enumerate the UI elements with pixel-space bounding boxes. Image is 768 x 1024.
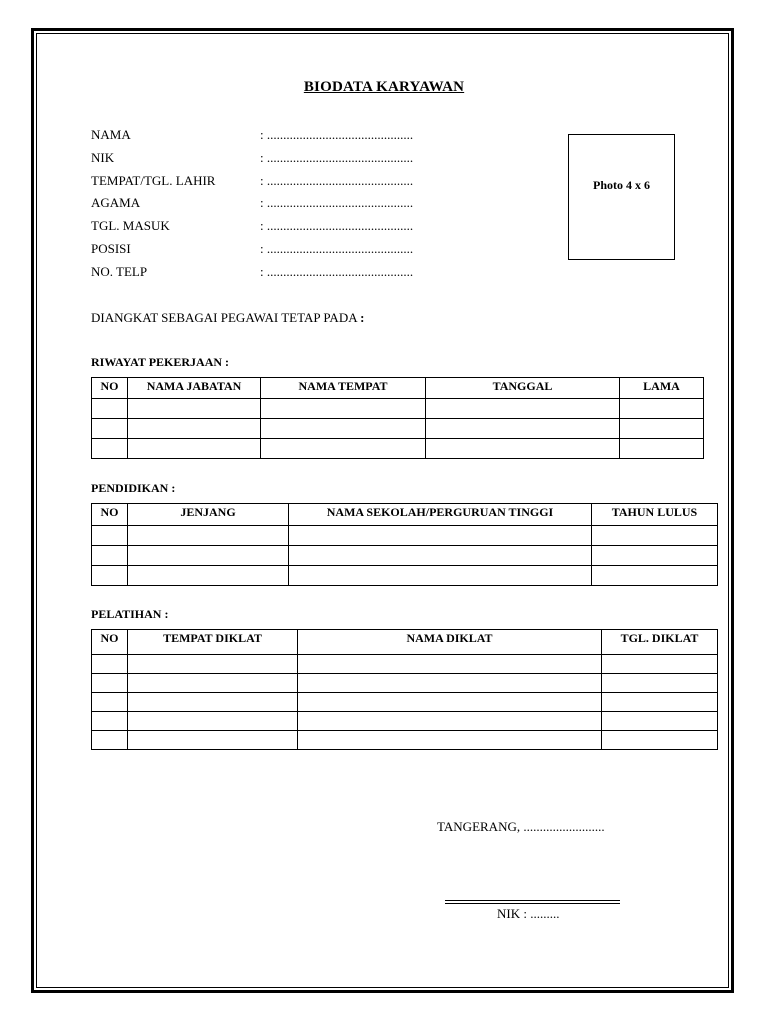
table-cell[interactable] [261,419,426,439]
appointment-line [91,310,364,326]
field-label-no-telp: NO. TELP [91,264,148,279]
table-cell[interactable] [298,655,602,674]
table-row [92,546,718,566]
table-cell[interactable] [298,731,602,750]
table-cell[interactable] [261,439,426,459]
field-value-tgl-masuk: : ............................................. [260,218,414,233]
education-title: PENDIDIKAN : [91,481,176,495]
table-row [92,731,718,750]
training-table [91,629,718,750]
photo-label: Photo 4 x 6 [593,177,650,192]
table-cell[interactable] [92,546,128,566]
table-cell[interactable] [92,399,128,419]
table-cell[interactable] [592,566,718,586]
table-cell[interactable] [426,399,620,419]
field-value-posisi: : ............................................. [260,241,414,256]
table-cell[interactable] [92,693,128,712]
education-table [91,503,718,586]
field-value-nama: : ............................................. [260,127,414,142]
table-cell[interactable] [426,419,620,439]
column-header: TAHUN LULUS [592,504,718,526]
table-cell[interactable] [298,693,602,712]
table-cell[interactable] [298,712,602,731]
table-row [92,399,704,419]
table-cell[interactable] [128,566,289,586]
table-cell[interactable] [602,655,718,674]
column-header: TGL. DIKLAT [602,630,718,655]
work-history-table [91,377,704,459]
table-cell[interactable] [128,399,261,419]
field-label-tempat-tgl-lahir: TEMPAT/TGL. LAHIR [91,173,216,188]
table-row [92,674,718,693]
field-label-nama: NAMA [91,127,131,142]
field-value-agama: : ............................................. [260,195,414,210]
column-header: LAMA [620,378,704,399]
table-cell[interactable] [128,693,298,712]
table-cell[interactable] [92,674,128,693]
table-cell[interactable] [592,526,718,546]
field-label-agama: AGAMA [91,195,141,210]
page-title: BIODATA KARYAWAN [303,79,465,95]
field-label-nik: NIK [91,150,115,165]
column-header: TEMPAT DIKLAT [128,630,298,655]
column-header: NAMA TEMPAT [261,378,426,399]
signature-line-double [445,903,620,904]
column-header: NO [92,378,128,399]
table-cell[interactable] [602,693,718,712]
appointment-text: DIANGKAT SEBAGAI PEGAWAI TETAP PADA [91,310,357,325]
table-row [92,419,704,439]
table-header-row [92,630,718,655]
field-value-no-telp: : ............................................. [260,264,414,279]
column-header: NO [92,504,128,526]
table-cell[interactable] [620,439,704,459]
table-cell[interactable] [128,655,298,674]
table-cell[interactable] [128,674,298,693]
table-row [92,693,718,712]
column-header: NAMA DIKLAT [298,630,602,655]
table-cell[interactable] [92,712,128,731]
table-cell[interactable] [92,439,128,459]
field-label-tgl-masuk: TGL. MASUK [91,218,170,233]
signature-nik: NIK : ......... [497,906,560,921]
table-cell[interactable] [289,546,592,566]
table-row [92,526,718,546]
appointment-colon: : [360,310,365,325]
table-row [92,712,718,731]
table-row [92,439,704,459]
table-row [92,655,718,674]
table-cell[interactable] [426,439,620,459]
column-header: NAMA SEKOLAH/PERGURUAN TINGGI [289,504,592,526]
table-header-row [92,504,718,526]
table-cell[interactable] [289,526,592,546]
table-cell[interactable] [602,731,718,750]
table-cell[interactable] [92,655,128,674]
column-header: JENJANG [128,504,289,526]
field-label-posisi: POSISI [91,241,131,256]
work-history-title: RIWAYAT PEKERJAAN : [91,355,230,369]
table-cell[interactable] [128,731,298,750]
table-cell[interactable] [92,731,128,750]
training-title: PELATIHAN : [91,607,169,621]
table-cell[interactable] [261,399,426,419]
table-cell[interactable] [602,712,718,731]
table-cell[interactable] [128,546,289,566]
table-cell[interactable] [620,419,704,439]
photo-box [568,134,675,260]
table-cell[interactable] [92,566,128,586]
table-cell[interactable] [602,674,718,693]
table-cell[interactable] [92,526,128,546]
table-cell[interactable] [620,399,704,419]
table-cell[interactable] [128,712,298,731]
table-cell[interactable] [128,419,261,439]
table-cell[interactable] [298,674,602,693]
table-cell[interactable] [592,546,718,566]
column-header: NO [92,630,128,655]
table-cell[interactable] [289,566,592,586]
table-cell[interactable] [128,439,261,459]
signature-place-date: TANGERANG, ......................... [437,819,605,834]
table-cell[interactable] [128,526,289,546]
table-cell[interactable] [92,419,128,439]
table-header-row [92,378,704,399]
signature-line [445,900,620,901]
column-header: NAMA JABATAN [128,378,261,399]
column-header: TANGGAL [426,378,620,399]
table-row [92,566,718,586]
field-value-nik: : ............................................. [260,150,414,165]
field-value-tempat-tgl-lahir: : ............................................. [260,173,414,188]
